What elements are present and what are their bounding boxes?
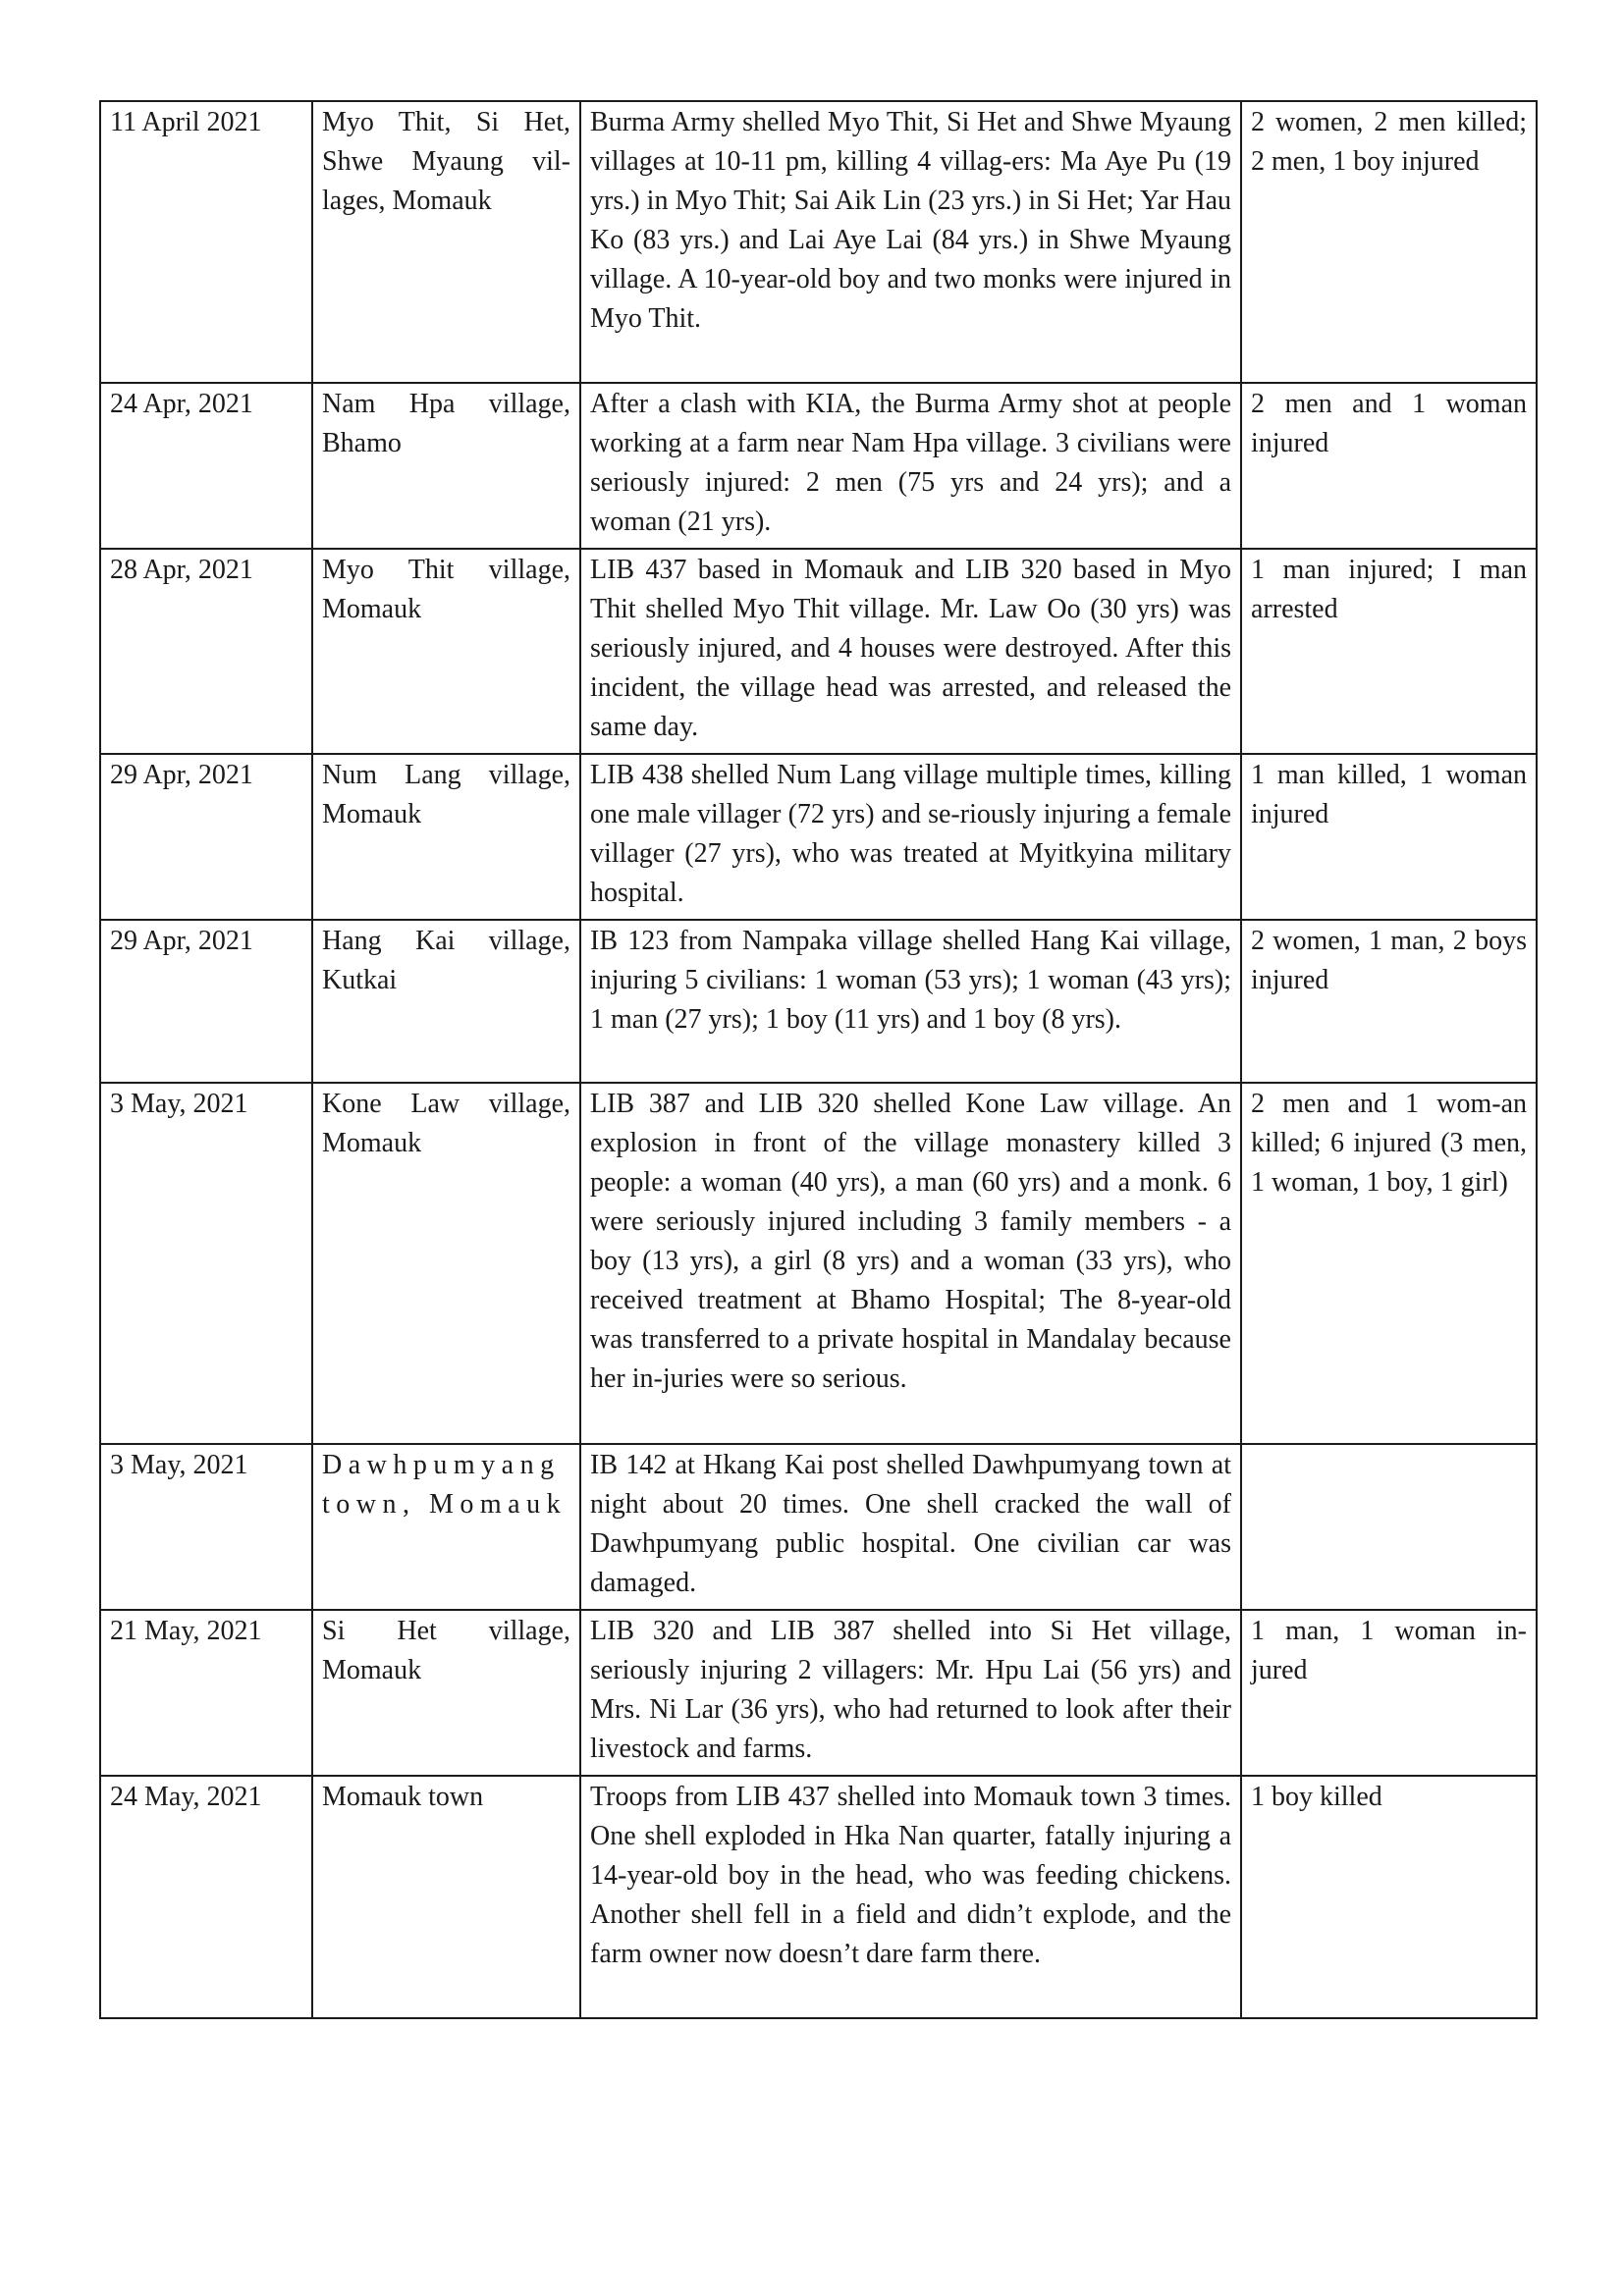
incident-location: Myo Thit village, Momauk — [312, 549, 580, 754]
incident-date: 29 Apr, 2021 — [100, 920, 312, 1083]
incident-date: 24 May, 2021 — [100, 1776, 312, 2018]
incident-location: Momauk town — [312, 1776, 580, 2018]
incident-casualties: 1 man injured; I man arrested — [1241, 549, 1537, 754]
table-row — [100, 383, 1537, 549]
incident-casualties: 2 women, 1 man, 2 boys injured — [1241, 920, 1537, 1083]
incident-date: 11 April 2021 — [100, 101, 312, 383]
table-row — [100, 549, 1537, 754]
incident-location: Kone Law village, Momauk — [312, 1083, 580, 1444]
incident-description: LIB 437 based in Momauk and LIB 320 based in Myo Thit shelled Myo Thit village. Mr. Law Oo (30 yrs) was seriously injured, and 4 houses were destroyed. After this incident, the village head was arrested, and released the same day. — [580, 549, 1241, 754]
incident-description: Burma Army shelled Myo Thit, Si Het and Shwe Myaung villages at 10-11 pm, killing 4 villag-ers: Ma Aye Pu (19 yrs.) in Myo Thit; Sai Aik Lin (23 yrs.) in Si Het; Yar Hau Ko (83 yrs.) and Lai Aye Lai (84 yrs.) in Shwe Myaung village. A 10-year-old boy and two monks were injured in Myo Thit. — [580, 101, 1241, 383]
incident-description: IB 123 from Nampaka village shelled Hang Kai village, injuring 5 civilians: 1 woman (53 yrs); 1 woman (43 yrs); 1 man (27 yrs); 1 boy (11 yrs) and 1 boy (8 yrs). — [580, 920, 1241, 1083]
incident-casualties: 2 women, 2 men killed; 2 men, 1 boy injured — [1241, 101, 1537, 383]
incident-date: 24 Apr, 2021 — [100, 383, 312, 549]
table-row — [100, 1776, 1537, 2018]
incident-description: LIB 320 and LIB 387 shelled into Si Het village, seriously injuring 2 villagers: Mr. Hpu Lai (56 yrs) and Mrs. Ni Lar (36 yrs), who had returned to look after their livestock and farms. — [580, 1610, 1241, 1776]
table-row — [100, 754, 1537, 920]
incident-description: Troops from LIB 437 shelled into Momauk town 3 times. One shell exploded in Hka Nan quarter, fatally injuring a 14-year-old boy in the head, who was feeding chickens. Another shell fell in a field and didn’t explode, and the farm owner now doesn’t dare farm there. — [580, 1776, 1241, 2018]
incident-date: 28 Apr, 2021 — [100, 549, 312, 754]
table-row — [100, 1444, 1537, 1610]
incident-date: 3 May, 2021 — [100, 1444, 312, 1610]
incident-date: 29 Apr, 2021 — [100, 754, 312, 920]
table-row — [100, 920, 1537, 1083]
table-row — [100, 101, 1537, 383]
incident-casualties: 2 men and 1 woman injured — [1241, 383, 1537, 549]
incident-description: LIB 438 shelled Num Lang village multiple times, killing one male villager (72 yrs) and se-riously injuring a female villager (27 yrs), who was treated at Myitkyina military hospital. — [580, 754, 1241, 920]
incident-date: 3 May, 2021 — [100, 1083, 312, 1444]
incident-casualties: 1 man killed, 1 woman injured — [1241, 754, 1537, 920]
table-row — [100, 1083, 1537, 1444]
incident-description: IB 142 at Hkang Kai post shelled Dawhpumyang town at night about 20 times. One shell cracked the wall of Dawhpumyang public hospital. One civilian car was damaged. — [580, 1444, 1241, 1610]
incident-description: After a clash with KIA, the Burma Army shot at people working at a farm near Nam Hpa village. 3 civilians were seriously injured: 2 men (75 yrs and 24 yrs); and a woman (21 yrs). — [580, 383, 1241, 549]
incident-casualties: 2 men and 1 wom-an killed; 6 injured (3 men, 1 woman, 1 boy, 1 girl) — [1241, 1083, 1537, 1444]
incident-location: Num Lang village, Momauk — [312, 754, 580, 920]
incident-table — [99, 100, 1538, 2019]
incident-date: 21 May, 2021 — [100, 1610, 312, 1776]
incident-location: Nam Hpa village, Bhamo — [312, 383, 580, 549]
incident-casualties: 1 boy killed — [1241, 1776, 1537, 2018]
incident-location: Hang Kai village, Kutkai — [312, 920, 580, 1083]
table-row — [100, 1610, 1537, 1776]
incident-casualties — [1241, 1444, 1537, 1610]
incident-location: Myo Thit, Si Het, Shwe Myaung vil-lages, Momauk — [312, 101, 580, 383]
incident-location: Si Het village, Momauk — [312, 1610, 580, 1776]
incident-casualties: 1 man, 1 woman in-jured — [1241, 1610, 1537, 1776]
incident-location: Dawhpumyang town, Momauk — [312, 1444, 580, 1610]
incident-description: LIB 387 and LIB 320 shelled Kone Law village. An explosion in front of the village monastery killed 3 people: a woman (40 yrs), a man (60 yrs) and a monk. 6 were seriously injured including 3 family members - a boy (13 yrs), a girl (8 yrs) and a woman (33 yrs), who received treatment at Bhamo Hospital; The 8-year-old was transferred to a private hospital in Mandalay because her in-juries were so serious. — [580, 1083, 1241, 1444]
